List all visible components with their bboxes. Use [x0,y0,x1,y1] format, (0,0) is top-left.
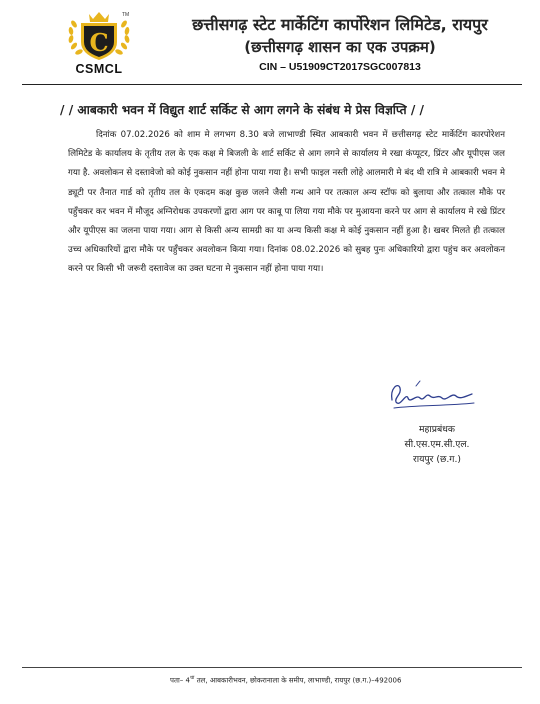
footer-divider [22,667,522,668]
organization-subtitle: (छत्तीसगढ़ शासन का एक उपक्रम) [244,38,436,56]
footer-address-rest: तल, आबकारीभवन, छोकरानाला के समीप, लाभाण्डी, रायपुर (छ.ग.)–492006 [194,676,402,685]
logo-text: CSMCL [75,62,123,76]
press-release-subject: / / आबकारी भवन में विद्युत शार्ट सर्किट से आग लगने के संबंध मे प्रेस विज्ञप्ति / / [60,103,425,117]
signatory-designation: महाप्रबंधक [419,424,455,435]
signatory-organization: सी.एस.एम.सी.एल. [404,439,470,450]
footer-floor-suffix: था [189,675,195,681]
logo-letter: C [89,28,109,57]
handwritten-signature [386,378,478,414]
organization-name: छत्तीसगढ़ स्टेट मार्केटिंग कार्पोरेशन लिमिटेड, रायपुर [192,15,488,34]
signatory-block [382,422,492,467]
cin-number: CIN – U51909CT2017SGC007813 [259,61,421,73]
header-divider [22,84,522,85]
footer-address [170,675,510,685]
letterhead [150,14,530,75]
trademark-label: TM [122,12,130,18]
signatory-place: रायपुर (छ.ग.) [413,454,461,465]
footer-address-prefix: पता– 4 [170,676,190,685]
csmcl-logo [60,8,138,78]
press-release-body: दिनांक 07.02.2026 को शाम मे लगभग 8.30 बजे लाभाण्डी स्थित आबकारी भवन में छत्तीसगढ़ स्टेट मार्केटिंग कारपोरेशन लिमिटेड के कार्यालय के तृतीय तल के एक कक्ष मे बिजली के शार्ट सर्किट से आग लगने से कार्यालय मे रखा कंप्यूटर, प्रिंटर और यूपीएस जल गया है. अवलोकन से दस्तावेजो को कोई नुकसान नहीं होना पाया गया है। सभी फाइल नस्ती लोहे आलमारी मे बंद थी रात्रि मे आबकारी भवन मे ड्यूटी पर तैनात गार्ड को तृतीय तल के एकदम कक्ष कुछ जलने जैसी गन्ध आने पर तत्काल अन्य स्टॉफ को बुलाया और तत्काल मौके पर पहुँचकर कर भवन में मौजूद अग्निरोधक उपकरणों द्वारा आग पर काबू पा लिया गया मौके पर मुआयना करने पर आग से कार्यालय मे रखे प्रिंटर और यूपीएस का जलना पाया गया। आग से किसी अन्य सामग्री का या अन्य किसी कक्ष मे कोई नुकसान नहीं हुआ है। खबर मिलते ही तत्काल उच्च अधिकारियों द्वारा मौके पर पहुँचकर अवलोकन किया गया। दिनांक 08.02.2026 को सुबह पुनः अधिकारियो द्वारा पहुंच कर अवलोकन करने पर किसी भी जरूरी दस्तावेज का उक्त घटना मे नुकसान नहीं होना पाया गया। [68,130,505,275]
